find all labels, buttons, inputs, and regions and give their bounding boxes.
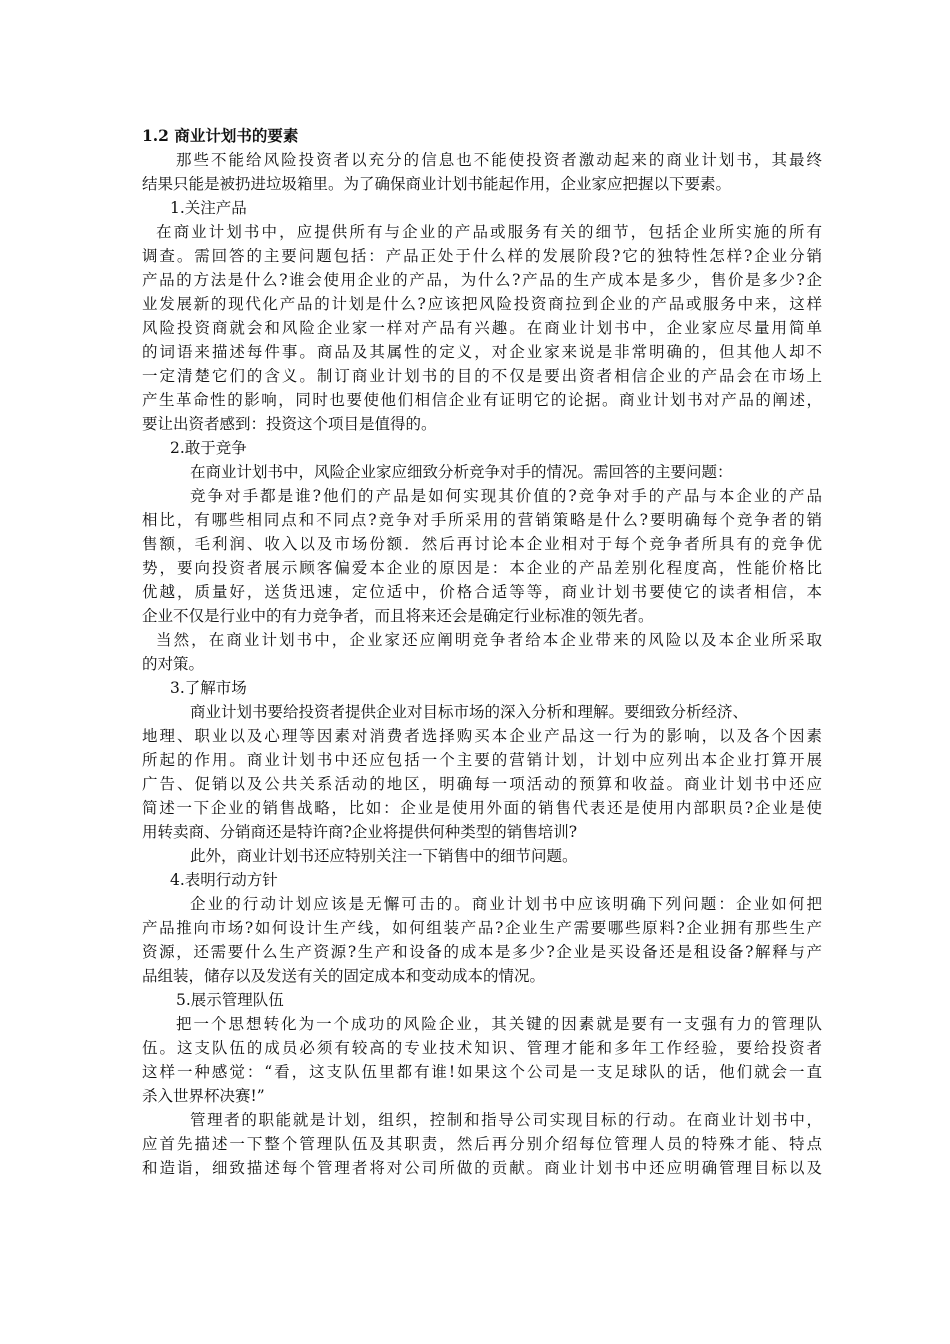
paragraph-line: 地理、职业以及心理等因素对消费者选择购买本企业产品这一行为的影响，以及各个因素 (142, 727, 822, 745)
paragraph-line: 伍。这支队伍的成员必须有较高的专业技术知识、管理才能和多年工作经验，要给投资者 (142, 1039, 822, 1057)
paragraph-line: 那些不能给风险投资者以充分的信息也不能使投资者激动起来的商业计划书，其最终 (176, 151, 822, 169)
paragraph-line: 竞争对手都是谁?他们的产品是如何实现其价值的?竞争对手的产品与本企业的产品 (190, 487, 822, 505)
paragraph-line: 简述一下企业的销售战略，比如：企业是使用外面的销售代表还是使用内部职员?企业是使 (142, 799, 822, 817)
subheading-action: 4.表明行动方针 (170, 871, 278, 889)
subheading-market: 3.了解市场 (170, 679, 247, 697)
paragraph-line: 产品推向市场?如何设计生产线，如何组装产品?企业生产需要哪些原料?企业拥有那些生产 (142, 919, 822, 937)
paragraph-line: 一定清楚它们的含义。制订商业计划书的目的不仅是要出资者相信企业的产品会在市场上 (142, 367, 822, 385)
paragraph-line: 优越，质量好，送货迅速，定位适中，价格合适等等，商业计划书要使它的读者相信，本 (142, 583, 822, 601)
section-title: 1.2 商业计划书的要素 (142, 126, 299, 145)
paragraph-line: 相比，有哪些相同点和不同点?竞争对手所采用的营销策略是什么?要明确每个竞争者的销 (142, 511, 822, 529)
paragraph-line: 产品的方法是什么?谁会使用企业的产品，为什么?产品的生产成本是多少，售价是多少?企 (142, 271, 822, 289)
paragraph-line: 在商业计划书中，风险企业家应细致分析竞争对手的情况。需回答的主要问题： (190, 463, 733, 481)
subheading-focus-product: 1.关注产品 (170, 199, 247, 217)
paragraph-line: 资源，还需要什么生产资源?生产和设备的成本是多少?企业是买设备还是租设备?解释与产 (142, 943, 822, 961)
document-page (142, 124, 822, 1180)
paragraph-line: 企业的行动计划应该是无懈可击的。商业计划书中应该明确下列问题：企业如何把 (190, 895, 822, 913)
paragraph-line: 所起的作用。商业计划书中还应包括一个主要的营销计划，计划中应列出本企业打算开展 (142, 751, 822, 769)
subheading-compete: 2.敢于竞争 (170, 439, 247, 457)
paragraph-line: 企业不仅是行业中的有力竞争者，而且将来还会是确定行业标准的领先者。 (142, 607, 654, 625)
paragraph-line: 用转卖商、分销商还是特许商?企业将提供何种类型的销售培训? (142, 823, 578, 841)
paragraph-line: 售额，毛利润、收入以及市场份额．然后再讨论本企业相对于每个竞争者所具有的竞争优 (142, 535, 822, 553)
paragraph-line: 的对策。 (142, 655, 205, 673)
paragraph-line: 要让出资者感到：投资这个项目是值得的。 (142, 415, 437, 433)
paragraph-line: 当然，在商业计划书中，企业家还应阐明竞争者给本企业带来的风险以及本企业所采取 (156, 631, 822, 649)
paragraph-line: 的词语来描述每件事。商品及其属性的定义，对企业家来说是非常明确的，但其他人却不 (142, 343, 822, 361)
subheading-management: 5.展示管理队伍 (176, 991, 284, 1009)
paragraph-line: 产生革命性的影响，同时也要使他们相信企业有证明它的论据。商业计划书对产品的阐述， (142, 391, 822, 409)
paragraph-line: 和造诣，细致描述每个管理者将对公司所做的贡献。商业计划书中还应明确管理目标以及 (142, 1159, 822, 1177)
paragraph-line: 业发展新的现代化产品的计划是什么?应该把风险投资商拉到企业的产品或服务中来，这样 (142, 295, 822, 313)
paragraph-line: 这样一种感觉：“看，这支队伍里都有谁!如果这个公司是一支足球队的话，他们就会一直 (142, 1063, 822, 1081)
paragraph-line: 势，要向投资者展示顾客偏爱本企业的原因是：本企业的产品差别化程度高，性能价格比 (142, 559, 822, 577)
paragraph-line: 结果只能是被扔进垃圾箱里。为了确保商业计划书能起作用，企业家应把握以下要素。 (142, 175, 732, 193)
paragraph-line: 广告、促销以及公共关系活动的地区，明确每一项活动的预算和收益。商业计划书中还应 (142, 775, 822, 793)
paragraph-line: 管理者的职能就是计划，组织，控制和指导公司实现目标的行动。在商业计划书中， (190, 1111, 822, 1129)
paragraph-line: 把一个思想转化为一个成功的风险企业，其关键的因素就是要有一支强有力的管理队 (176, 1015, 822, 1033)
paragraph-line: 品组装，储存以及发送有关的固定成本和变动成本的情况。 (142, 967, 546, 985)
paragraph-line: 风险投资商就会和风险企业家一样对产品有兴趣。在商业计划书中，企业家应尽量用简单 (142, 319, 822, 337)
paragraph-line: 应首先描述一下整个管理队伍及其职责，然后再分别介绍每位管理人员的特殊才能、特点 (142, 1135, 822, 1153)
paragraph-line: 杀入世界杯决赛!” (142, 1087, 265, 1105)
paragraph-line: 调查。需回答的主要问题包括：产品正处于什么样的发展阶段?它的独特性怎样?企业分销 (142, 247, 822, 265)
paragraph-line: 此外，商业计划书还应特别关注一下销售中的细节问题。 (190, 847, 578, 865)
paragraph-line: 在商业计划书中，应提供所有与企业的产品或服务有关的细节，包括企业所实施的所有 (156, 223, 822, 241)
paragraph-line: 商业计划书要给投资者提供企业对目标市场的深入分析和理解。要细致分析经济、 (190, 703, 749, 721)
